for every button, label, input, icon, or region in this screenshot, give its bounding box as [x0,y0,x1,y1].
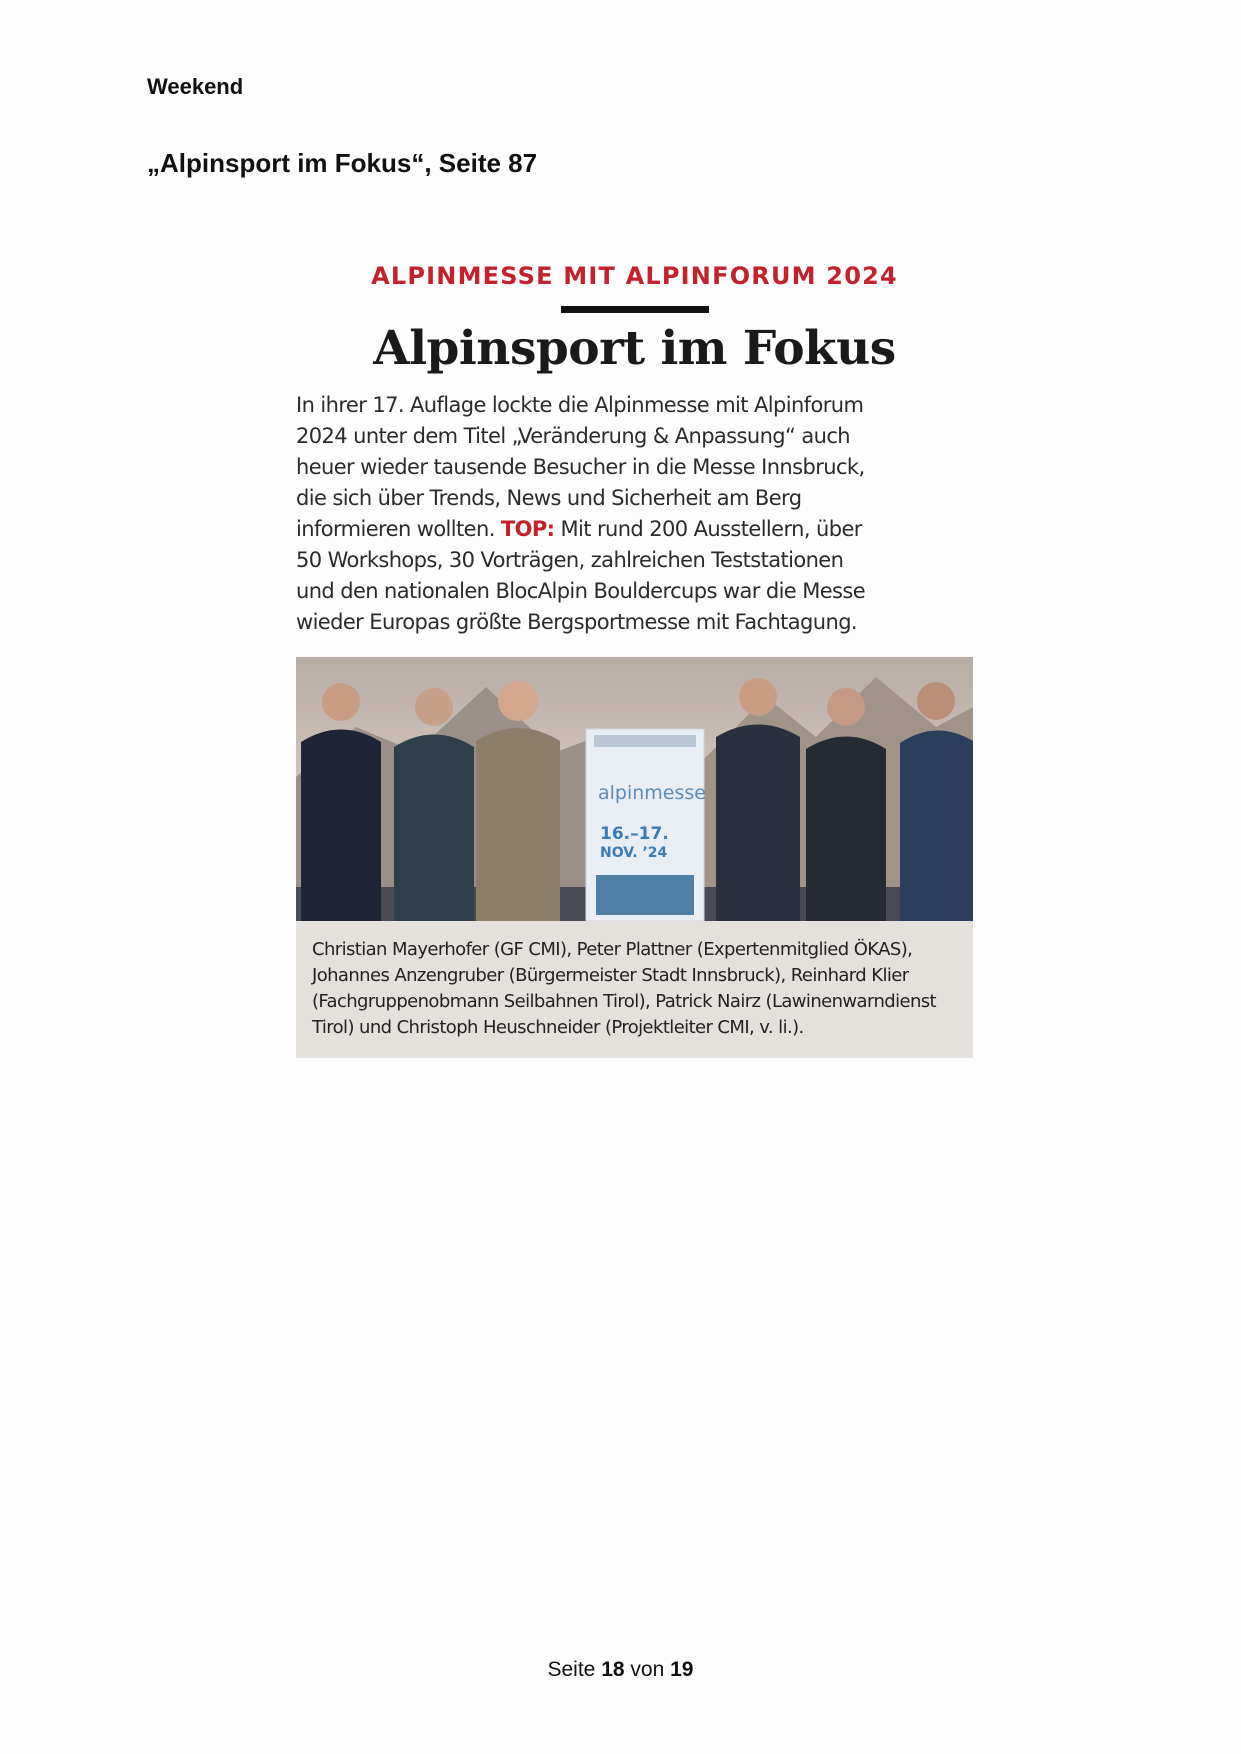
current-page-number: 18 [601,1658,625,1681]
person-1-head [322,683,360,721]
banner-top-logos [594,735,696,747]
article-clipping [296,262,973,1058]
page-footer [0,1658,1241,1682]
lead-text-end: Mit rund 200 Ausstellern, über 50 Workshops, 30 Vorträgen, zahlreichen Teststationen und den nationalen BlocAlpin Bouldercups war die Messe wieder Europas größte Bergsportmesse mit Fachtagung. [296,517,866,634]
lead-highlight: TOP: [500,517,555,541]
banner-dates: 16.–17. [600,824,669,844]
person-3-body [476,728,560,921]
lead-text-start: In ihrer 17. Auflage lockte die Alpinmesse mit Alpinforum 2024 unter dem Titel „Veränderung & Anpassung“ auch heuer wieder tausende Besucher in die Messe Innsbruck, die sich über Trends, News und Sicherheit am Berg informieren wollten. [296,393,865,541]
banner-month: NOV. ’24 [600,845,668,861]
banner-brand: alpinmesse [598,782,706,804]
person-4-head [739,678,777,716]
person-4-body [716,725,800,922]
person-3-head [498,681,538,721]
kicker-divider [561,306,709,313]
person-2-body [394,735,474,922]
person-5-body [806,737,886,922]
person-6-body [900,730,973,921]
person-1-body [301,730,381,922]
footer-prefix: Seite [547,1658,596,1681]
article-kicker: ALPINMESSE MIT ALPINFORUM 2024 [371,262,898,290]
clipping-title: „Alpinsport im Fokus“, Seite 87 [147,148,538,178]
banner-bottom-panel [596,875,694,915]
publication-name: Weekend [147,74,244,99]
person-6-head [917,682,955,720]
total-page-count: 19 [670,1658,694,1681]
footer-middle: von [630,1658,665,1681]
article-lead [296,390,886,638]
photo-caption: Christian Mayerhofer (GF CMI), Peter Plattner (Expertenmitglied ÖKAS), Johannes Anzengruber (Bürgermeister Stadt Innsbruck), Reinhard Klier (Fachgruppenobmann Seilbahnen Tirol), Patrick Nairz (Lawinenwarndienst Tirol) und Christoph Heuschneider (Projektleiter CMI, v. li.). [296,921,973,1058]
person-2-head [415,688,453,726]
group-photo-illustration [296,657,973,921]
article-headline: Alpinsport im Fokus [373,321,896,376]
person-5-head [827,688,865,726]
group-photo [296,657,973,921]
